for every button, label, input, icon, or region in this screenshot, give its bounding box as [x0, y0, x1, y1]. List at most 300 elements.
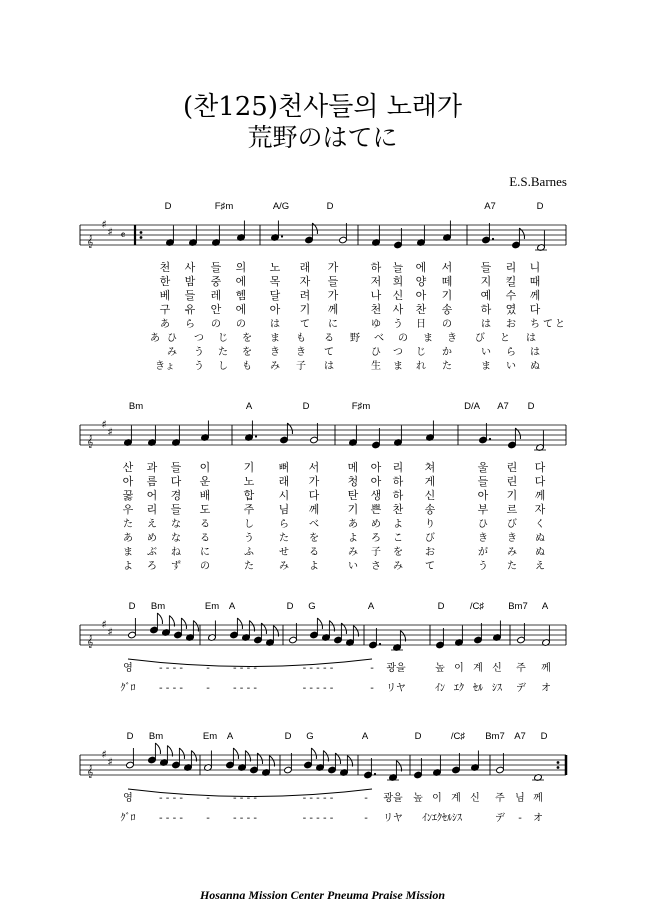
lyric-syllable: 천: [370, 303, 382, 316]
chord-symbol: D: [437, 601, 445, 612]
lyric-syllable: - - - - -: [302, 663, 334, 674]
lyric-syllable: 중: [210, 275, 222, 288]
chord-symbol: Em: [204, 601, 220, 612]
lyric-syllable: て: [543, 319, 553, 330]
lyric-syllable: - - - -: [233, 663, 257, 674]
lyric-syllable: 신: [470, 793, 480, 804]
lyric-syllable: 천: [159, 261, 171, 274]
lyric-syllable: 다: [529, 303, 541, 316]
lyric-syllable: デ: [516, 683, 526, 694]
lyric-syllable: 예: [480, 289, 492, 302]
lyric-syllable: 리: [146, 503, 158, 516]
lyric-syllable: を: [393, 547, 403, 558]
lyric-syllable: 부: [477, 503, 489, 516]
chord-symbol: /C♯: [469, 601, 485, 612]
augmentation-dot: [255, 435, 257, 437]
lyric-syllable: 였: [505, 303, 517, 316]
lyric-syllable: ま: [481, 361, 491, 372]
augmentation-dot: [374, 773, 376, 775]
lyric-syllable: う: [393, 319, 403, 330]
lyric-syllable: 들: [210, 261, 222, 274]
lyric-syllable: -: [364, 813, 368, 824]
lyric-syllable: 산: [122, 461, 134, 474]
lyric-syllable: た: [279, 533, 289, 544]
lyric-syllable: て: [300, 319, 310, 330]
lyric-syllable: 에: [415, 261, 427, 274]
lyric-syllable: 희: [392, 275, 404, 288]
lyric-syllable: 주: [516, 663, 526, 674]
lyric-syllable: り: [425, 519, 435, 530]
lyric-syllable: く: [535, 519, 545, 530]
lyric-syllable: 노: [243, 475, 255, 488]
repeat-dot: [557, 761, 560, 764]
lyric-syllable: 수: [505, 289, 517, 302]
page-title: (찬125)천사들의 노래가: [182, 92, 463, 122]
lyric-syllable: 우: [122, 503, 134, 516]
lyric-syllable: 들: [327, 275, 339, 288]
chord-symbol: A: [226, 731, 234, 742]
lyric-syllable: あ: [160, 319, 170, 330]
lyric-syllable: 찬: [415, 303, 427, 316]
page-subtitle: 荒野のはてに: [247, 123, 398, 152]
lyric-syllable: 름: [146, 475, 158, 488]
lyric-syllable: る: [324, 333, 334, 344]
lyric-syllable: 이: [199, 461, 211, 474]
sharp-key-signature: ♯: [101, 748, 107, 761]
lyric-syllable: る: [200, 533, 210, 544]
lyric-syllable: ひ: [478, 519, 488, 530]
chord-symbol: Bm7: [485, 731, 505, 742]
lyric-syllable: 신: [392, 289, 404, 302]
lyric-syllable: の: [442, 319, 452, 330]
chord-symbol: A7: [497, 401, 509, 412]
lyric-syllable: 하: [392, 489, 404, 502]
lyric-syllable: う: [194, 361, 204, 372]
lyric-syllable: 가: [327, 261, 339, 274]
lyric-syllable: 베: [159, 289, 171, 302]
lyric-syllable: ｸﾞﾛ: [120, 683, 136, 694]
lyric-syllable: 킬: [505, 275, 517, 288]
chord-symbol: Bm7: [508, 601, 528, 612]
lyric-syllable: 生: [371, 361, 381, 372]
lyric-syllable: ろ: [371, 533, 381, 544]
lyric-syllable: 리: [505, 261, 517, 274]
chord-symbol: A: [361, 731, 369, 742]
lyric-syllable: た: [507, 561, 517, 572]
lyric-syllable: 기: [506, 489, 518, 502]
lyric-syllable: -: [206, 683, 210, 694]
lyric-syllable: 계: [451, 793, 461, 804]
chord-symbol: A: [245, 401, 253, 412]
eighth-flag: [179, 748, 184, 759]
repeat-dot: [140, 236, 143, 239]
lyric-syllable: の: [211, 319, 221, 330]
lyric-syllable: 송: [424, 503, 436, 516]
lyric-syllable: こ: [393, 533, 403, 544]
lyric-syllable: 지: [480, 275, 492, 288]
lyric-syllable: 아: [269, 303, 281, 316]
lyric-syllable: の: [236, 319, 246, 330]
chord-symbol: A: [228, 601, 236, 612]
sharp-key-signature: ♯: [107, 425, 113, 439]
chord-symbol: Bm: [148, 731, 164, 742]
lyric-syllable: ひ: [167, 333, 177, 344]
lyric-syllable: 들: [170, 503, 182, 516]
lyric-syllable: 목: [269, 275, 281, 288]
lyric-syllable: 께: [533, 793, 543, 804]
lyric-syllable: み: [393, 561, 403, 572]
footer-credit: Hosanna Mission Center Pneuma Praise Mission: [199, 888, 446, 902]
chord-symbol: D: [128, 601, 136, 612]
lyric-syllable: 하: [480, 303, 492, 316]
lyric-syllable: ね: [171, 547, 181, 558]
eighth-flag: [233, 748, 238, 759]
lyric-syllable: 저: [370, 275, 382, 288]
lyric-syllable: ｲﾝ: [435, 683, 445, 694]
lyric-syllable: の: [398, 333, 408, 344]
lyric-syllable: じ: [218, 333, 228, 344]
lyric-syllable: が: [478, 547, 488, 558]
lyric-syllable: み: [167, 347, 177, 358]
lyric-syllable: 다: [170, 475, 182, 488]
lyric-syllable: を: [309, 533, 319, 544]
lyric-syllable: ら: [185, 319, 195, 330]
lyric-syllable: デ: [495, 813, 505, 824]
lyric-syllable: 쁜: [370, 503, 382, 516]
lyric-syllable: は: [324, 361, 334, 372]
lyric-syllable: 께: [529, 289, 541, 302]
lyric-syllable: 가: [308, 475, 320, 488]
chord-symbol: D: [540, 731, 548, 742]
lyric-syllable: 리: [392, 461, 404, 474]
lyric-syllable: 기: [299, 303, 311, 316]
chord-symbol: D: [527, 401, 535, 412]
lyric-syllable: ま: [270, 333, 280, 344]
lyric-syllable: ま: [123, 547, 133, 558]
lyric-syllable: 경: [170, 489, 182, 502]
lyric-syllable: き: [447, 333, 457, 344]
lyric-syllable: う: [194, 347, 204, 358]
lyric-syllable: 래: [278, 475, 290, 488]
lyric-syllable: ず: [171, 561, 181, 572]
lyric-syllable: - - - - -: [302, 683, 334, 694]
lyric-syllable: 서: [308, 461, 320, 474]
lyric-syllable: 님: [515, 793, 525, 804]
lyric-syllable: み: [270, 361, 280, 372]
lyric-syllable: い: [481, 347, 491, 358]
lyric-syllable: -: [518, 813, 522, 824]
lyric-syllable: ｼｽ: [492, 683, 502, 694]
lyric-syllable: の: [200, 561, 210, 572]
lyric-syllable: 늘: [392, 261, 404, 274]
chord-symbol: D: [302, 401, 310, 412]
lyric-syllable: ゆ: [371, 319, 381, 330]
lyric-syllable: か: [442, 347, 452, 358]
lyric-syllable: 아: [370, 475, 382, 488]
lyric-syllable: - - - - -: [302, 813, 334, 824]
lyric-syllable: 떼: [441, 275, 453, 288]
lyric-syllable: 니: [529, 261, 541, 274]
lyric-syllable: ｾﾙ: [473, 683, 483, 694]
lyric-syllable: き: [270, 347, 280, 358]
lyric-syllable: ｴｸ: [454, 683, 464, 694]
lyric-syllable: 子: [371, 547, 381, 558]
lyric-syllable: ぬ: [535, 547, 545, 558]
lyric-syllable: 린: [506, 461, 518, 474]
lyric-syllable: た: [218, 347, 228, 358]
lyric-syllable: -: [370, 683, 374, 694]
lyric-syllable: - - - -: [233, 813, 257, 824]
chord-symbol: D: [536, 201, 544, 212]
lyric-syllable: 시: [278, 489, 290, 502]
lyric-syllable: 때: [529, 275, 541, 288]
lyric-syllable: 게: [424, 475, 436, 488]
lyric-syllable: 님: [278, 503, 290, 516]
lyric-syllable: つ: [194, 333, 204, 344]
lyric-syllable: 다: [534, 475, 546, 488]
augmentation-dot: [489, 438, 491, 440]
lyric-syllable: 메: [347, 461, 359, 474]
lyric-syllable: 자: [299, 275, 311, 288]
lyric-syllable: び: [507, 519, 517, 530]
lyric-syllable: 송: [441, 303, 453, 316]
lyric-syllable: 높: [413, 793, 423, 804]
sharp-key-signature: ♯: [101, 418, 107, 431]
lyric-syllable: オ: [541, 683, 551, 694]
chord-symbol: D: [326, 201, 334, 212]
lyric-syllable: 레: [210, 289, 222, 302]
lyric-syllable: リヤ: [386, 683, 406, 694]
lyric-syllable: た: [123, 519, 133, 530]
lyric-syllable: 들: [480, 261, 492, 274]
lyric-syllable: じ: [416, 347, 426, 358]
chord-symbol: G: [306, 731, 314, 742]
lyric-syllable: 려: [299, 289, 311, 302]
lyric-syllable: よ: [123, 561, 133, 572]
lyric-syllable: あ: [348, 519, 358, 530]
treble-clef-icon: 𝄞: [86, 435, 94, 448]
lyric-syllable: た: [244, 561, 254, 572]
lyric-syllable: ぬ: [530, 361, 540, 372]
chord-symbol: Bm: [128, 401, 144, 412]
lyric-syllable: 울: [477, 461, 489, 474]
lyric-syllable: 탄: [347, 489, 359, 502]
chord-symbol: D: [414, 731, 422, 742]
augmentation-dot: [379, 643, 381, 645]
eighth-flag: [317, 618, 322, 629]
lyric-syllable: ぬ: [535, 533, 545, 544]
lyric-syllable: 어: [146, 489, 158, 502]
lyric-syllable: - - - -: [159, 683, 183, 694]
lyric-syllable: な: [171, 519, 181, 530]
lyric-syllable: 광을: [383, 793, 403, 804]
lyric-syllable: 日: [416, 319, 426, 330]
lyric-syllable: び: [475, 333, 485, 344]
lyric-syllable: 아: [477, 489, 489, 502]
lyric-syllable: 에: [235, 275, 247, 288]
lyric-syllable: 계: [473, 663, 483, 674]
chord-symbol: A: [367, 601, 375, 612]
augmentation-dot: [492, 238, 494, 240]
lyric-syllable: 합: [243, 489, 255, 502]
lyric-syllable: 높: [435, 663, 445, 674]
lyric-syllable: さ: [371, 561, 381, 572]
lyric-syllable: 께: [534, 489, 546, 502]
repeat-dot: [140, 231, 143, 234]
lyric-syllable: 신: [424, 489, 436, 502]
lyric-syllable: ひ: [371, 347, 381, 358]
lyric-syllable: ふ: [244, 547, 254, 558]
lyric-syllable: う: [478, 561, 488, 572]
lyric-syllable: て: [425, 561, 435, 572]
lyric-syllable: 꿇: [122, 489, 134, 502]
lyric-syllable: 나: [370, 289, 382, 302]
sharp-key-signature: ♯: [107, 225, 113, 239]
lyric-syllable: 래: [299, 261, 311, 274]
lyric-syllable: -: [370, 663, 374, 674]
lyric-syllable: 과: [146, 461, 158, 474]
eighth-flag: [311, 748, 316, 759]
lyric-syllable: を: [242, 347, 252, 358]
lyric-syllable: 다: [534, 461, 546, 474]
lyric-syllable: 노: [269, 261, 281, 274]
lyric-syllable: き: [507, 533, 517, 544]
lyric-syllable: 하: [370, 261, 382, 274]
lyric-syllable: -: [206, 663, 210, 674]
chord-symbol: G: [308, 601, 316, 612]
lyric-syllable: 구: [159, 303, 171, 316]
lyric-syllable: き: [478, 533, 488, 544]
lyric-syllable: - - - -: [233, 683, 257, 694]
lyric-syllable: 운: [199, 475, 211, 488]
augmentation-dot: [281, 235, 283, 237]
lyric-syllable: 주: [495, 793, 505, 804]
lyric-syllable: 광을: [386, 663, 406, 674]
lyric-syllable: オ: [533, 813, 543, 824]
lyric-syllable: え: [147, 519, 157, 530]
lyric-syllable: 한: [159, 275, 171, 288]
lyric-syllable: -: [206, 813, 210, 824]
common-time-signature: 𝄴: [120, 229, 126, 242]
lyric-syllable: み: [348, 547, 358, 558]
lyric-syllable: ま: [393, 361, 403, 372]
lyric-syllable: - - - -: [159, 663, 183, 674]
lyric-syllable: 사: [392, 303, 404, 316]
lyric-syllable: え: [535, 561, 545, 572]
lyric-syllable: ろ: [147, 561, 157, 572]
chord-symbol: /C♯: [450, 731, 466, 742]
chord-symbol: D: [284, 731, 292, 742]
lyric-syllable: ら: [279, 519, 289, 530]
lyric-syllable: は: [526, 333, 536, 344]
lyric-syllable: べ: [374, 333, 384, 344]
lyric-syllable: 쳐: [424, 461, 436, 474]
lyric-syllable: て: [324, 347, 334, 358]
lyric-syllable: 밤: [184, 275, 196, 288]
chord-symbol: D: [126, 731, 134, 742]
eighth-flag: [157, 613, 162, 624]
lyric-syllable: 가: [327, 289, 339, 302]
lyric-syllable: 르: [506, 503, 518, 516]
chord-symbol: D: [286, 601, 294, 612]
lyric-syllable: に: [200, 547, 210, 558]
lyric-syllable: ｲﾝｴｸｾﾙｼｽ: [422, 813, 462, 824]
lyric-syllable: 기: [441, 289, 453, 302]
chord-symbol: F♯m: [351, 401, 371, 412]
lyric-syllable: う: [244, 533, 254, 544]
chord-symbol: D: [164, 201, 172, 212]
sharp-key-signature: ♯: [101, 218, 107, 231]
lyric-syllable: リヤ: [383, 813, 403, 824]
lyric-syllable: 다: [308, 489, 320, 502]
lyric-syllable: 들: [184, 289, 196, 302]
lyric-syllable: 청: [347, 475, 359, 488]
lyric-syllable: 께: [541, 663, 551, 674]
lyric-syllable: を: [242, 333, 252, 344]
chord-symbol: A7: [514, 731, 526, 742]
lyric-syllable: あ: [123, 533, 133, 544]
lyric-syllable: 유: [184, 303, 196, 316]
lyric-syllable: お: [425, 547, 435, 558]
lyric-syllable: も: [296, 333, 306, 344]
lyric-syllable: 께: [327, 303, 339, 316]
lyric-syllable: 양: [415, 275, 427, 288]
lyric-syllable: お: [506, 319, 516, 330]
lyric-syllable: な: [171, 533, 181, 544]
sharp-key-signature: ♯: [101, 618, 107, 631]
lyric-syllable: い: [348, 561, 358, 572]
lyric-syllable: た: [442, 361, 452, 372]
repeat-dot: [557, 766, 560, 769]
lyric-syllable: -: [364, 793, 368, 804]
lyric-syllable: 아: [370, 461, 382, 474]
chord-symbol: Em: [202, 731, 218, 742]
sharp-key-signature: ♯: [107, 755, 113, 769]
lyric-syllable: - - - -: [159, 793, 183, 804]
lyric-syllable: - - - -: [233, 793, 257, 804]
lyric-syllable: よ: [393, 519, 403, 530]
lyric-syllable: め: [371, 519, 381, 530]
lyric-syllable: ｸﾞﾛ: [120, 813, 136, 824]
sharp-key-signature: ♯: [107, 625, 113, 639]
lyric-syllable: は: [530, 347, 540, 358]
lyric-syllable: ち: [530, 319, 540, 330]
lyric-syllable: も: [242, 361, 252, 372]
lyric-syllable: 들: [477, 475, 489, 488]
lyric-syllable: 아: [122, 475, 134, 488]
lyric-syllable: 기: [347, 503, 359, 516]
lyric-syllable: は: [270, 319, 280, 330]
lyric-syllable: 기: [243, 461, 255, 474]
lyric-syllable: 안: [210, 303, 222, 316]
lyric-syllable: 서: [441, 261, 453, 274]
lyric-syllable: きょ: [155, 361, 175, 372]
lyric-syllable: び: [425, 533, 435, 544]
lyric-syllable: る: [200, 519, 210, 530]
lyric-syllable: 께: [308, 503, 320, 516]
lyric-syllable: -: [206, 793, 210, 804]
lyric-syllable: に: [328, 319, 338, 330]
lyric-syllable: と: [500, 333, 510, 344]
lyric-syllable: み: [279, 561, 289, 572]
treble-clef-icon: 𝄞: [86, 635, 94, 648]
lyric-syllable: - - - - -: [302, 793, 334, 804]
treble-clef-icon: 𝄞: [86, 235, 94, 248]
lyric-syllable: し: [244, 519, 254, 530]
eighth-flag: [237, 618, 242, 629]
lyric-syllable: べ: [309, 519, 319, 530]
lyric-syllable: る: [309, 547, 319, 558]
